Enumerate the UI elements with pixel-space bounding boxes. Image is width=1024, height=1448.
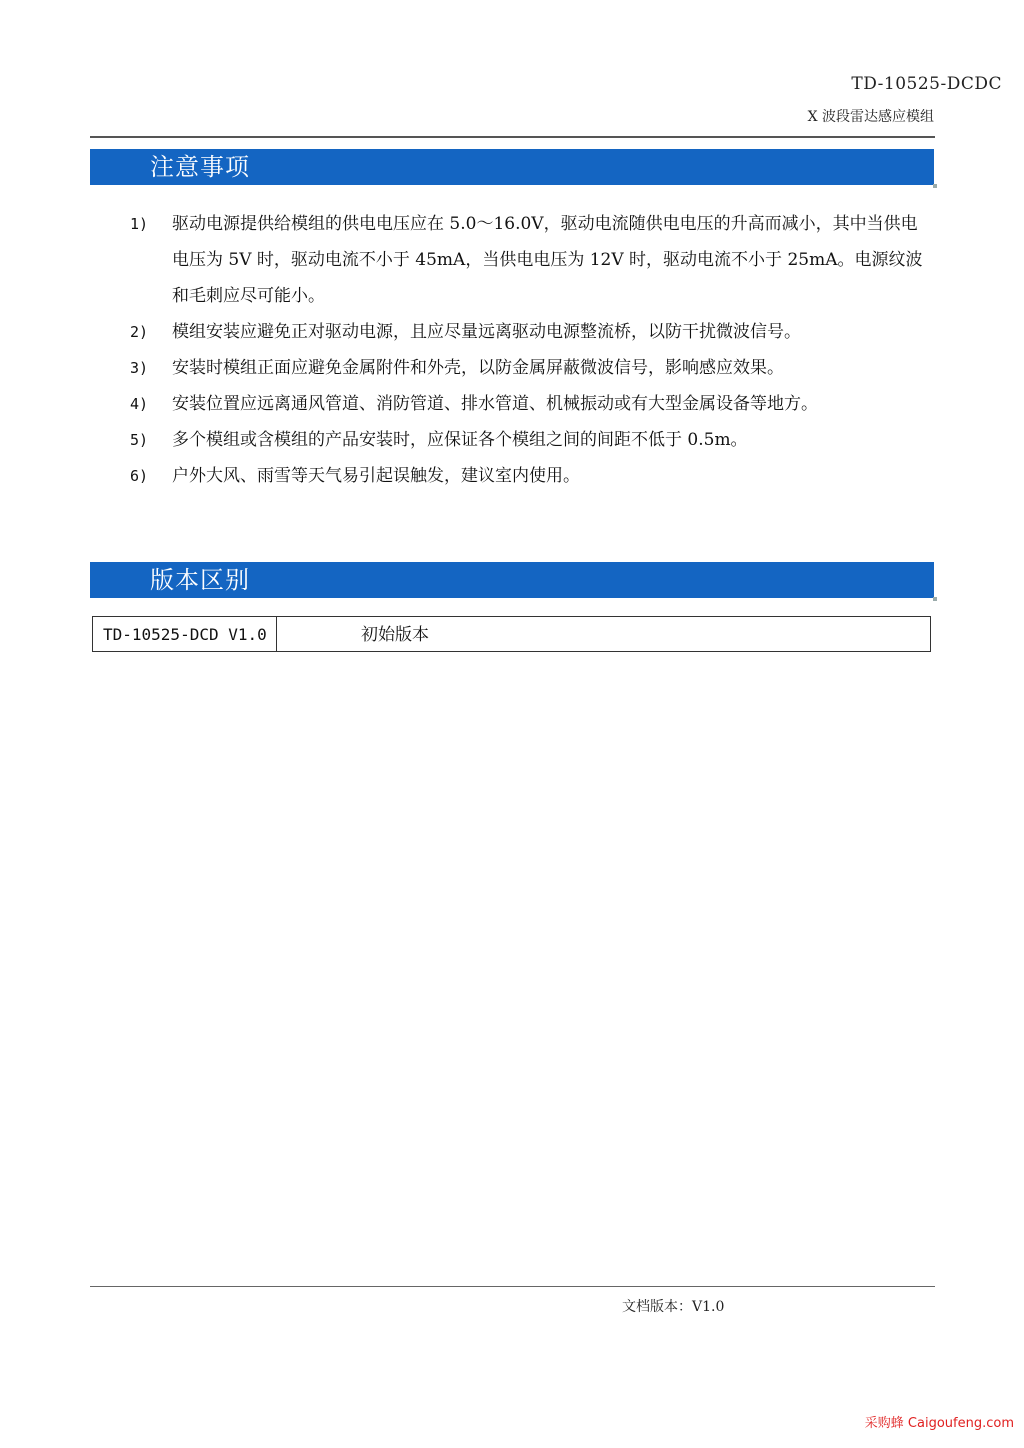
corner-mark <box>933 597 937 601</box>
list-item-number: 5) <box>130 431 149 449</box>
list-item <box>130 386 930 422</box>
list-item-text: 户外大风、雨雪等天气易引起误触发，建议室内使用。 <box>172 466 580 486</box>
notes-list <box>130 206 930 494</box>
list-item-text: 模组安装应避免正对驱动电源，且应尽量远离驱动电源整流桥，以防干扰微波信号。 <box>172 322 801 342</box>
corner-mark <box>933 184 937 188</box>
version-code-cell: TD-10525-DCD V1.0 <box>93 617 277 651</box>
list-item-text: 多个模组或含模组的产品安装时，应保证各个模组之间的间距不低于 0.5m。 <box>172 430 748 450</box>
list-item-number: 6) <box>130 467 149 485</box>
list-item <box>130 458 930 494</box>
footer-doc-version: 文档版本：V1.0 <box>622 1299 725 1315</box>
version-table <box>92 616 931 652</box>
version-description-cell: 初始版本 <box>361 625 429 645</box>
footer-rule <box>90 1286 935 1287</box>
section-bar-versions <box>90 562 934 598</box>
list-item <box>130 350 930 386</box>
section-title-versions: 版本区别 <box>150 566 250 594</box>
list-item-text: 驱动电源提供给模组的供电电压应在 5.0～16.0V，驱动电流随供电电压的升高而减小，其中当供电电压为 5V 时，驱动电流不小于 45mA，当供电电压为 12V 时，驱动电流不小于 25mA。电源纹波和毛刺应尽可能小。 <box>172 214 923 306</box>
list-item-number: 3) <box>130 359 149 377</box>
list-item-text: 安装位置应远离通风管道、消防管道、排水管道、机械振动或有大型金属设备等地方。 <box>172 394 818 414</box>
header-subtitle: X 波段雷达感应模组 <box>807 109 934 125</box>
list-item <box>130 314 930 350</box>
list-item-number: 4) <box>130 395 149 413</box>
list-item-number: 1) <box>130 215 149 233</box>
header-code: TD-10525-DCDC <box>851 74 1002 94</box>
list-item-text: 安装时模组正面应避免金属附件和外壳，以防金属屏蔽微波信号，影响感应效果。 <box>172 358 784 378</box>
watermark[interactable]: 采购蜂 Caigoufeng.com <box>864 1416 1014 1431</box>
section-bar-notes <box>90 149 934 185</box>
header-rule <box>90 136 935 138</box>
list-item <box>130 206 930 314</box>
list-item <box>130 422 930 458</box>
section-title-notes: 注意事项 <box>150 153 250 181</box>
list-item-number: 2) <box>130 323 149 341</box>
